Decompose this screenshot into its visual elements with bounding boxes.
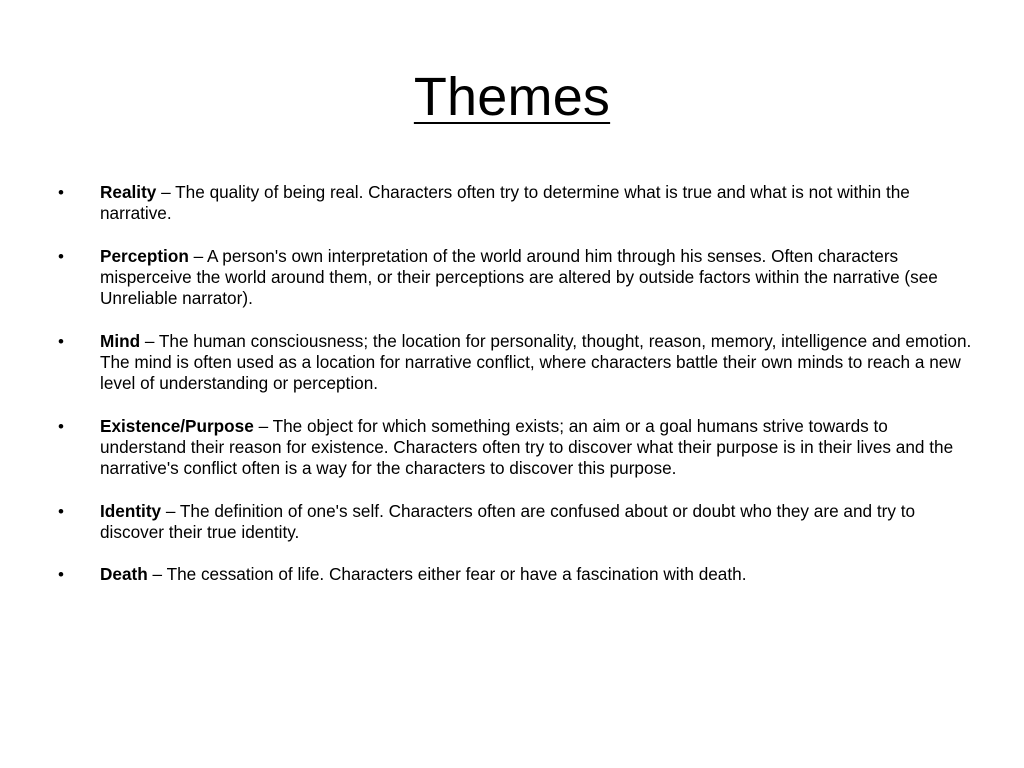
bullet-term-existence-purpose: Existence/Purpose	[100, 416, 254, 436]
bullet-term-reality: Reality	[100, 182, 157, 202]
bullet-marker: •	[58, 502, 64, 521]
bullet-marker: •	[58, 247, 64, 266]
bullet-term-perception: Perception	[100, 246, 189, 266]
slide-title: Themes	[413, 67, 611, 127]
bullet-text-reality: – The quality of being real. Characters often try to determine what is true and what is not within the narrative.	[100, 182, 910, 223]
bullet-term-death: Death	[100, 564, 148, 584]
bullet-item-existence-purpose	[58, 416, 978, 479]
bullet-text-existence-purpose: – The object for which something exists; an aim or a goal humans strive towards to understand their reason for existence. Characters often try to discover what their purpose is in their lives and the narrative's conflict often is a way for the characters to discover this purpose.	[100, 416, 954, 478]
bullet-text-identity: – The definition of one's self. Characters often are confused about or doubt who they are and try to discover their true identity.	[100, 501, 916, 542]
bullet-item-perception	[58, 246, 978, 309]
bullet-marker: •	[58, 183, 64, 202]
bullet-term-mind: Mind	[100, 331, 141, 351]
bullet-item-reality	[58, 182, 978, 224]
bullet-marker: •	[58, 417, 64, 436]
theme-bullet-list	[58, 182, 978, 607]
bullet-marker: •	[58, 332, 64, 351]
bullet-term-identity: Identity	[100, 501, 162, 521]
bullet-marker: •	[58, 565, 64, 584]
bullet-text-death: – The cessation of life. Characters either fear or have a fascination with death.	[147, 564, 747, 584]
bullet-text-mind: – The human consciousness; the location for personality, thought, reason, memory, intelligence and emotion. The mind is often used as a location for narrative conflict, where characters battle their own minds to reach a new level of understanding or perception.	[100, 331, 972, 393]
bullet-text-perception: – A person's own interpretation of the world around him through his senses. Often characters misperceive the world around them, or their perceptions are altered by outside factors within the narrative (see Unreliable narrator).	[100, 246, 938, 308]
bullet-item-death	[58, 564, 978, 585]
bullet-item-identity	[58, 501, 978, 543]
bullet-item-mind	[58, 331, 978, 394]
